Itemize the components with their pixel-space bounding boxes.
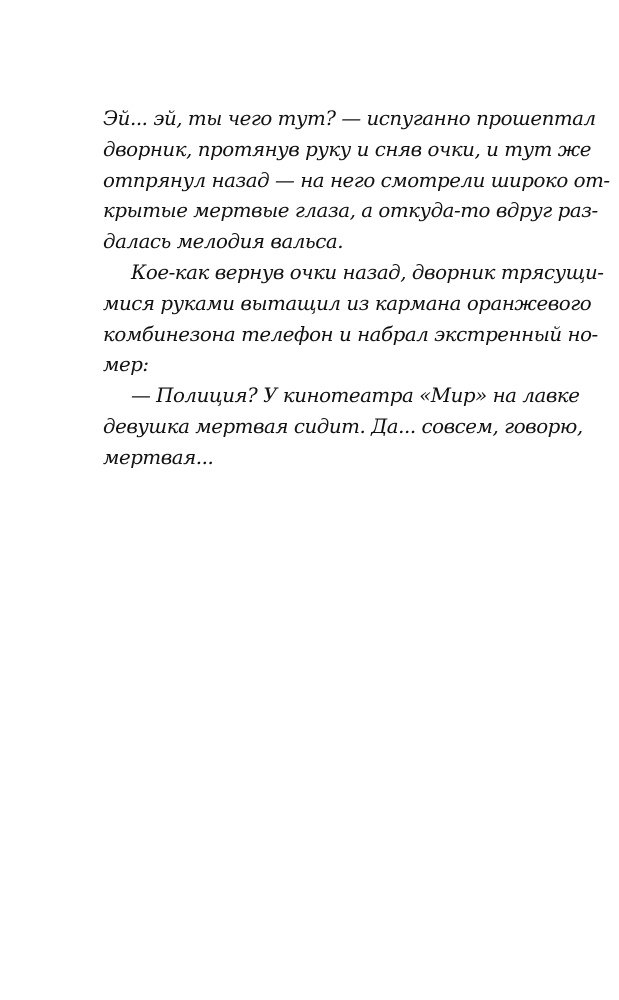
text-line: мися руками вытащил из кармана оранжевого — [103, 291, 592, 315]
text-line: девушка мертвая сидит. Да... совсем, говорю, — [103, 414, 583, 438]
paragraph-1 — [103, 104, 610, 258]
text-line: далась мелодия вальса. — [103, 230, 344, 254]
text-line: Эй... эй, ты чего тут? — испуганно прошептал — [103, 107, 596, 130]
text-line: мер: — [103, 353, 149, 377]
text-line: отпрянул назад — на него смотрели широко от- — [103, 168, 610, 192]
text-line: комбинезона телефон и набрал экстренный но- — [103, 322, 598, 346]
text-line: — Полиция? У кинотеатра «Мир» на лавке — [131, 384, 580, 408]
paragraph-2 — [103, 258, 604, 381]
text-line: Кое-как вернув очки назад, дворник трясущи- — [131, 260, 604, 284]
text-line: мертвая... — [103, 445, 214, 469]
text-line: крытые мертвые глаза, а откуда-то вдруг раз- — [103, 199, 598, 223]
paragraph-3 — [103, 381, 583, 473]
body-text — [103, 104, 610, 474]
text-line: дворник, протянув руку и сняв очки, и тут же — [103, 137, 592, 161]
